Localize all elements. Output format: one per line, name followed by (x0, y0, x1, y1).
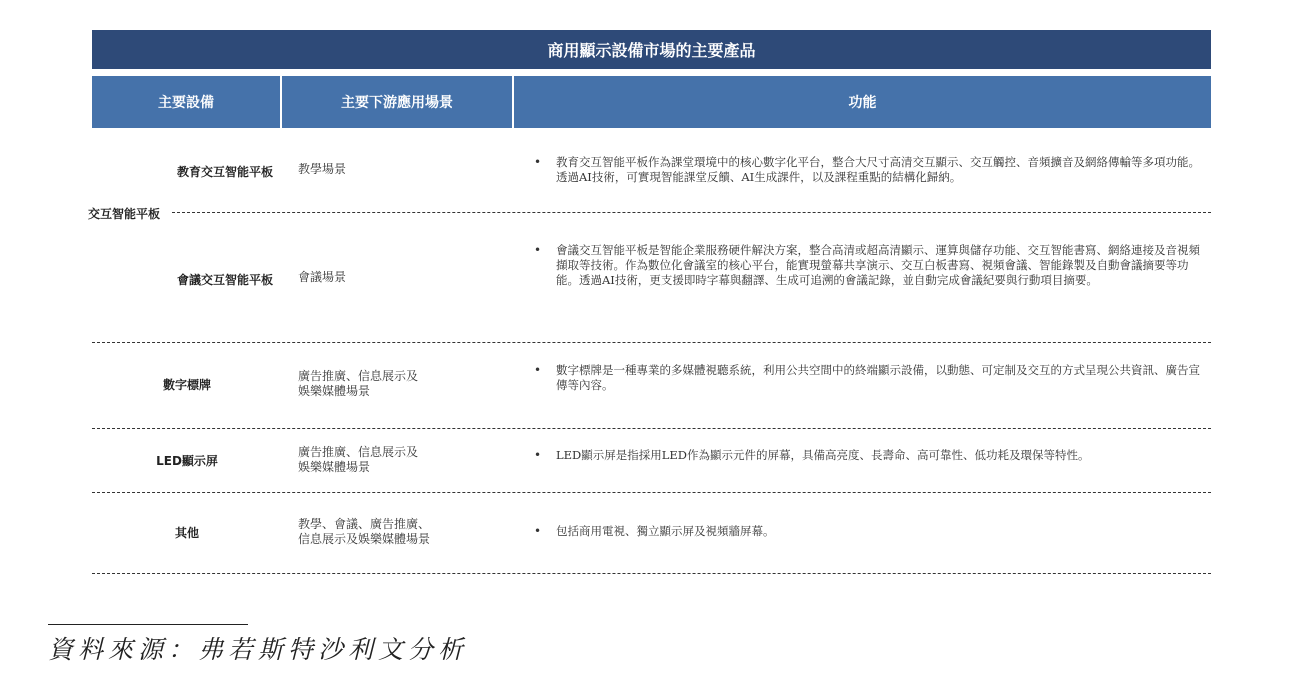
header-function: 功能 (514, 76, 1211, 128)
row-divider (92, 342, 1211, 343)
source-rule (48, 624, 248, 625)
row-divider (92, 428, 1211, 429)
scenario-cell: 廣告推廣、信息展示及 娛樂媒體場景 (298, 445, 419, 474)
bullet-icon: • (534, 363, 542, 377)
function-text: 會議交互智能平板是智能企業服務硬件解決方案，整合高清或超高清顯示、運算與儲存功能、交互智能書寫、網絡連接及音視頻擷取等技術。作為數位化會議室的核心平台，能實現螢幕共享演示、交互白板書寫、視頻會議、智能錄製及自動會議摘要等功能。透過AI技術，更支援即時字幕與翻譯、生成可追溯的會議記錄，並自動完成會議紀要與行動項目摘要。 (556, 243, 1200, 287)
scenario-cell: 教學、會議、廣告推廣、 信息展示及娛樂媒體場景 (298, 517, 431, 546)
function-text: 教育交互智能平板作為課堂環境中的核心數字化平台，整合大尺寸高清交互顯示、交互觸控、音頻擴音及網絡傳輸等多項功能。透過AI技術，可實現智能課堂反饋、AI生成課件，以及課程重點的結構化歸納。 (556, 155, 1200, 184)
scenario-cell: 廣告推廣、信息展示及 娛樂媒體場景 (298, 369, 419, 398)
table-title: 商用顯示設備市場的主要產品 (92, 30, 1211, 69)
function-text: 包括商用電視、獨立顯示屏及視頻牆屏幕。 (556, 524, 775, 538)
function-text: 數字標牌是一種專業的多媒體視聽系統，利用公共空間中的終端顯示設備，以動態、可定制及交互的方式呈現公共資訊、廣告宣傳等內容。 (556, 363, 1200, 392)
group-label: 交互智能平板 (88, 207, 161, 221)
row-divider (92, 492, 1211, 493)
bullet-icon: • (534, 155, 542, 169)
row-divider (172, 212, 1211, 213)
scenario-cell: 會議場景 (298, 270, 347, 284)
function-cell (534, 363, 1204, 393)
function-cell (534, 524, 1204, 539)
function-text: LED顯示屏是指採用LED作為顯示元件的屏幕，具備高亮度、長壽命、高可靠性、低功耗及環保等特性。 (556, 448, 1090, 462)
scenario-cell: 教學場景 (298, 162, 347, 176)
source-note: 資料來源：弗若斯特沙利文分析 (48, 635, 469, 664)
bullet-icon: • (534, 524, 542, 538)
row-divider (92, 573, 1211, 574)
bullet-icon: • (534, 243, 542, 257)
equipment-cell: 教育交互智能平板 (176, 165, 273, 179)
equipment-cell: LED顯示屏 (156, 454, 218, 468)
header-equipment: 主要設備 (92, 76, 280, 128)
header-scenario: 主要下游應用場景 (282, 76, 512, 128)
equipment-cell: 數字標牌 (162, 378, 211, 392)
bullet-icon: • (534, 448, 542, 462)
function-cell (534, 448, 1204, 463)
equipment-cell: 其他 (174, 526, 199, 540)
function-cell (534, 243, 1204, 288)
equipment-cell: 會議交互智能平板 (176, 273, 273, 287)
function-cell (534, 155, 1204, 185)
